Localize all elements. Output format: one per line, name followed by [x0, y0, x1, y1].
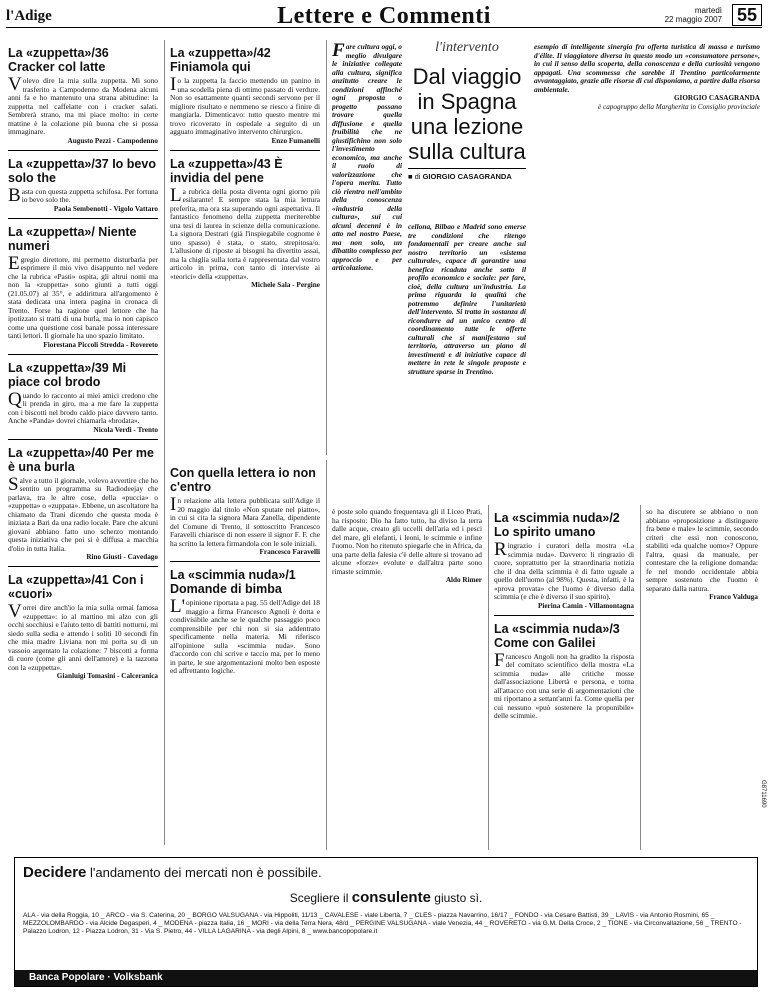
bank-logo: Banca Popolare · Volksbank — [15, 970, 757, 986]
ad-headline-2: Scegliere il consulente giusto sì. — [289, 889, 483, 906]
letter-signature: Franco Valduga — [709, 593, 758, 601]
letter-signature: Nicola Verdi - Trento — [93, 425, 158, 434]
letter-body: Io la zuppetta la faccio mettendo un panino in una scodella piena di ottimo passato di verdure. Non so esattamente quanti secondi servono per il migliore risultato e nemmeno se riesco a finire di mangiarla. Dimenticavo: tutto questo mentre mi trovo ricoverato in ospedale a seguito di un agguato immaginativo intervento chirurgico. — [170, 77, 320, 136]
letter-body: Ringrazio i curatori della mostra «La scimmia nuda». Davvero: li ringrazio di cuore, soprattutto per la straordinaria notizia che il dna della scimmia è di fatto uguale a quello dell'uomo (al 98%). Questa, infatti, è la «prova provata» che l'uomo è diverso dalla scimmia (e che è diverso il suo spirito). — [494, 542, 634, 601]
letter-title: La «zuppetta»/42 Finiamola qui — [170, 46, 271, 74]
letter-signature: Paola Sembenotti - Vigolo Vattaro — [53, 204, 158, 213]
letter-body: Salve a tutto il giornale, volevo avvertire che ho sentito un programma su Radiodeejay che parlava, tra le altre cose, della «puccia» o «zuppetta» o «zuppata». Ebbene, un ascoltatore ha chiamato da Trani dicendo che questa moda è iniziata a Bari da una radio locale. Pare che alcuni giovani abbiano fatto uno scherzo montando questa iniziativa che poi si è diffusa a macchia d'olio in tutta Italia. — [8, 476, 158, 553]
letter-body: Francesco Angoli non ha gradito la risposta del comitato scientifico della mostra «La scimmia nuda» alle critiche mosse dall'associazione Libertà e persona, e torna all'attacco con una serie di argomentazioni che mi riportano a settant'anni fa. Come quella per cui nessuno «può sostenere la proponibile» delle scimmie. — [494, 652, 634, 720]
letter-body: Volevo dire la mia sulla zuppetta. Mi sono trasferito a Campodenno da Modena alcuni anni fa e ho mantenuto una strana abitudine: la zuppetta nel caffelatte con i cracker salati. Sembrerà strano, ma mi piace molto: in certe mattine è la colazione più buona che si possa immaginare. — [8, 77, 158, 136]
intervento-body-2 — [408, 220, 526, 415]
letter-body: In relazione alla lettera pubblicata sull'Adige il 20 maggio dal titolo «Non sputate nel piatto», in cui si cita la signora Mara Zanella, dipendente del Comune di Trento, il sottoscritto Francesco Faravelli chiarisce di non essere il signor F. F. che ha scritto la lettera firmandola con le sole iniziali. — [170, 497, 320, 548]
letter-title: La «zuppetta»/40 Per me è una burla — [8, 445, 154, 474]
ad-headline-1: Decidere l'andamento dei mercati non è possibile. — [23, 864, 322, 881]
letter-title: La «scimmia nuda»/1 Domande di bimba — [170, 568, 296, 596]
letter-body: L'opinione riportata a pag. 55 dell'Adige del 18 maggio a firma Francesco Agnoli è dotta e condivisibile anche se le qualche passaggio poco comprensibile per chi non si sia addentrato specificamente nella materia. Mi riferisco all'opinione sulla «scimmia nuda». Sono d'accordo con chi scrive e taccio ma, per lo meno in parte, le sue argomentazioni molto ben esposte ed affrettanto logiche. — [170, 599, 320, 675]
newspaper-logo: l'Adige — [6, 8, 52, 24]
letter-title: Con quella lettera io non c'entro — [170, 466, 316, 494]
letter-title: La «zuppetta»/37 Io bevo solo the — [8, 156, 156, 185]
intervento-signature: GIORGIO CASAGRANDA — [673, 94, 760, 102]
date: 22 maggio 2007 — [664, 15, 722, 24]
letter-title: La «zuppetta»/36 Cracker col latte — [8, 46, 109, 74]
ad-branches: ALA - via della Roggia, 10 _ ARCO - via S. Caterina, 20 _ BORGO VALSUGANA - via Hippoliti, 11/13 _ CAVALESE - viale Libertà, 7 _ CLES - piazza Navarrino, 16/17 _ FONDO - via Cesare Battisti, 39 _ LAVIS - via Antonio Rosmini, 65 _ MEZZOLOMBARDO - via Alcide Degasperi, 4 _ MODENA - piazza Italia, 16 _ MORI - via della Terra Nera, 48/d _ PERGINE VALSUGANA - viale Venezia, 44 _ ROVERETO - via G.M. Della Croce, 2 _ TIONE - via Circonvallazione, 56 _ TRENTO - Palazzo Lodron, 12 - Piazza Lodron, 31 - Via S. Pietro, 44 - VILLA LAGARINA - via degli Alpini, 8 _ www.bancopopolare.it — [23, 912, 742, 935]
letter-title: La «zuppetta»/41 Con i «cuori» — [8, 573, 144, 601]
intervento-header — [408, 40, 526, 216]
column-5 — [332, 505, 482, 850]
letter-title: La «zuppetta»/ Niente numeri — [8, 224, 137, 253]
section-title: Lettere e Commenti — [277, 3, 491, 29]
letter-body: Egregio direttore, mi permetto disturbarla per esprimere il mio vivo disappunto nel vedere che la rubrica «Pasti» ospita, gli altrui nomi ma non la «zuppetta» sono giunti a tutti oggi (21.05.07) al 35°, e addirittura all'argomento è stata dedicata una intera pagina in cronaca di Trento. Forse ha ragione quel lettore che ha ipotizzato si tratti di una burla, ma io non capisco come una questione così banale possa interessare tanti lettori. Il giornale ha uno spazio limitato. — [8, 255, 158, 340]
column-6 — [494, 505, 634, 850]
intervento-lead-text: Fare cultura oggi, o meglio divulgare le iniziative collegate alla cultura, significa anzitutto creare le condizioni affinché ogni proposta o progetto possano trovare quella diffusione e quella fruibilità che ne giustifichino non solo l'investimento economico, ma anche il ruolo di valorizzazione che l'opera merita. Tutto ciò rientra nell'ambito della conoscenza «industria della cultura», sui cui alcuni decenni è in atto nel nostro Paese, ma non solo, un dibattito complesso per approccio e per articolazione. — [332, 43, 402, 272]
column-7 — [646, 505, 758, 850]
letter-title: La «zuppetta»/43 È invidia del pene — [170, 156, 283, 185]
intervento-body-3 — [534, 40, 760, 445]
column-2-lower — [170, 460, 320, 850]
bank-advertisement — [14, 857, 758, 987]
intervento-title: Dal viaggio in Spagna una lezione sulla cultura — [408, 64, 526, 164]
weekday: martedì — [694, 6, 722, 15]
letter-title: La «scimmia nuda»/3 Come con Galilei — [494, 621, 620, 650]
column-1 — [8, 40, 158, 840]
letter-signature: Aldo Rimer — [445, 576, 482, 584]
letter-signature: Enzo Fumanelli — [271, 136, 320, 145]
letter-title: La «scimmia nuda»/2 Lo spirito umano — [494, 511, 620, 539]
letter-signature: Fiorestana Piccoli Stredda - Rovereto — [43, 340, 158, 349]
column-text: è poste solo quando frequentava gli il Liceo Prati, ha risposto: Dio ha fatto tutto, ha diviso la terra dalle acque, creato gli uccelli dell'aria ed i pesci del mare, gli elefanti, i leoni, le scimmie e infine l'uomo. Non ho ritenuto spiegarle che in Africa, da una parte della falesia c'è delle alture si trovano ad alcune «forze» evolute e dall'altra parte sono rimaste scimmie. — [332, 508, 482, 576]
letter-signature: Pierina Camin - Villamontagna — [537, 601, 634, 610]
intervento-text: esempio di intelligente sinergia fra offerta turistica di massa e turismo d'élite. Il viaggiatore diversa in questo modo un «consumatore persone», in cui il senso della scoperta, della conoscenza e della curiosità vengono appagati. Una scommessa che sarebbe il Trentino particolarmente avvantaggiato, grazie alle risorse di cui disponiamo, a partire dalla risorsa ambientale. — [534, 43, 760, 94]
page-number: 55 — [732, 4, 762, 26]
letter-body: La rubrica della posta diventa ogni giorno più esilarante! E sempre stata la mia lettura preferita, ma ora sta superando ogni aspettativa. Il fantastico fenomeno della zuppetta meriterebbe una tesi di laurea in scienze della comunicazione. La signora Destrari (già l'inspiegabile cognome è uno spasso) è stata, o stato, strepitosa/o. L'allusione di riposte ai bisogni ha divertito assai, ma la chiglia sulla torta è rappresentata dal vostro articolo in prima, con tanto di interviste ai «teorici» della «zuppetta». — [170, 187, 320, 281]
column-2 — [170, 40, 320, 485]
masthead — [6, 4, 762, 28]
ad-code: G8711690 — [760, 780, 766, 808]
letter-signature: Augusto Pezzi - Campodenno — [67, 136, 158, 145]
column-text: so ha discutere se abbiano o non abbiano «proposizione a distinguere fra bene e male» le scimmie, secondo criteri che essi non conoscono, stabiliti «da qualche uomo»? Oppure l'altra, quasi da manuale, per contestare che la religione domanda: fe nel mondo occidentale abbia sempre sostenuto che l'uomo è separato dalla natura. — [646, 508, 758, 593]
intervento-byline: ■ di GIORGIO CASAGRANDA — [408, 168, 526, 181]
intervento-lead — [332, 40, 402, 450]
letter-signature: Gianluigi Tomasini - Calceranica — [56, 672, 158, 680]
intervento-role: è capogruppo della Margherita in Consiglio provinciale — [598, 103, 760, 111]
intervento-label: l'intervento — [435, 40, 499, 55]
issue-date — [665, 6, 722, 24]
letter-signature: Francesco Faravelli — [259, 548, 320, 556]
letter-body: Quando lo racconto ai miei amici credono che li prenda in giro, ma a me fare la zuppetta con i biscotti nel brodo caldo piace davvero tanto. Anche «Panda» dovrei chiamarla «brodata». — [8, 391, 158, 425]
letter-signature: Michele Sala - Pergine — [251, 281, 320, 289]
letter-title: La «zuppetta»/39 Mi piace col brodo — [8, 360, 127, 389]
letter-signature: Rino Giusti - Cavedago — [86, 553, 158, 561]
intervento-text: cellona, Bilbao e Madrid sono emerse tre condizioni che ritengo fondamentali per creare anche sul nostro territorio un «sistema culturale», capace di garantire una benefica ricaduta anche sotto il profilo economico e sociale: per fare, cioè, della cultura un'industria. La prima riguarda la qualità che potremmo definire l'unitarietà dell'intervento. Si tratta in sostanza di ricondurre ad un unico centro di coordinamento tutte le offerte culturali che si manifestano sul territorio, attraverso un piano di investimenti e di iniziative capace di mettere in rete le singole proposte e strutture sparse in Trentino. — [408, 223, 526, 376]
letter-body: Basta con questa zuppetta schifosa. Per fortuna io bevo solo the. — [8, 187, 158, 205]
letter-body: Vorrei dire anch'io la mia sulla ormai famosa «zuppetta»: io al mattino mi alzo con gli occhi socchiusi e l'aiuto tetto di battiti notturni, mi siedo sulla sedia e attendo i soliti 10 secondi fin che mia madre Liviana non mi porta su di un vassoio argentato la colazione: 7 biscotti a forma di cuore (come gli anni dell'amore) e la tazzona con la «zuppetta». — [8, 604, 158, 672]
